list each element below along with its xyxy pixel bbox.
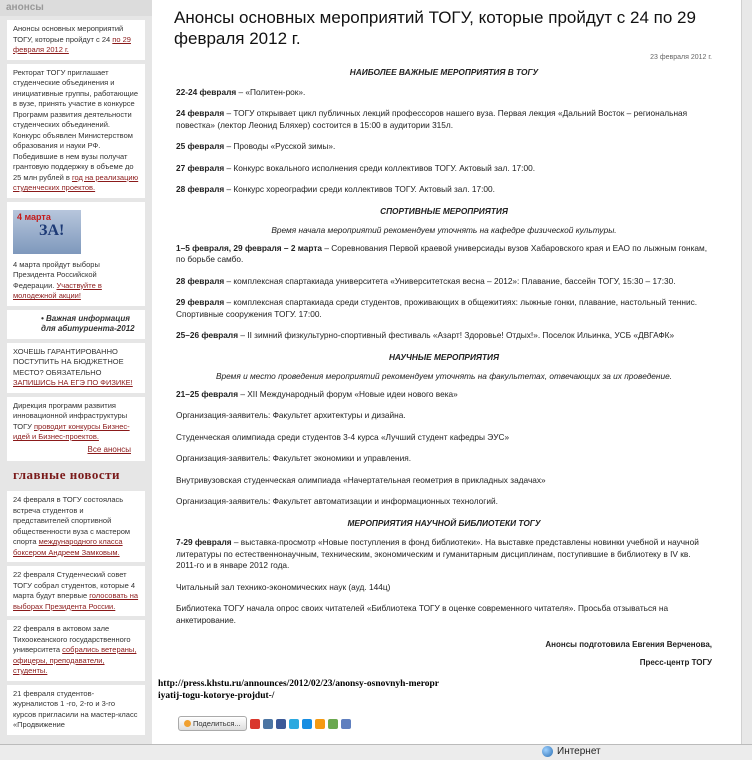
announce-link[interactable]: год на реализацию студенческих проектов.: [13, 172, 139, 192]
event-item: [176, 475, 712, 487]
announce-link[interactable]: Участвуйте в молодежной акции!: [13, 280, 102, 300]
announce-item: [7, 64, 145, 198]
announce-item: [7, 202, 145, 306]
share-icon: [184, 720, 191, 727]
event-date: 22-24 февраля: [176, 86, 237, 97]
announce-link[interactable]: по 29 февраля 2012 г.: [13, 34, 131, 54]
announce-item: [7, 20, 145, 60]
banner-date: 4 марта: [17, 211, 51, 222]
event-text: Студенческая олимпиада среди студентов 3-4 курса «Лучший студент кафедры ЭУС»: [176, 431, 510, 442]
event-item: [176, 330, 712, 342]
event-item: [176, 297, 712, 320]
event-item: [176, 184, 712, 196]
event-text: Читальный зал технико-экономических наук (ауд. 144ц): [176, 581, 391, 592]
event-date: 7-29 февраля: [176, 537, 232, 547]
event-item: [176, 87, 712, 99]
announce-text: ХОЧЕШЬ ГАРАНТИРОВАННО ПОСТУПИТЬ НА БЮДЖЕТНОЕ МЕСТО? ОБЯЗАТЕЛЬНО: [13, 346, 124, 377]
print-icon[interactable]: [341, 719, 351, 729]
event-text: Библиотека ТОГУ начала опрос своих читателей «Библиотека ТОГУ в оценке современного читателя». Просьба отзываться на анкетирование.: [176, 603, 669, 625]
event-text: – выставка-просмотр «Новые поступления в фонд библиотеки». На выставке представлены новинки учебной и научной литературы по естественнонаучным, техническим, экономическим и гуманитарным дисциплинам, поступившие в библиотеку в IV кв. 2011-го и в январе 2012 года.: [176, 537, 699, 570]
event-text: – комплексная спартакиада среди студентов, проживающих в общежитиях: лыжные гонки, плавание, настольный теннис. Спортивные сооружения ТОГУ. 17:00.: [176, 297, 698, 319]
event-item: [176, 603, 712, 626]
announce-item: [7, 343, 145, 393]
event-text: Организация-заявитель: Факультет экономики и управления.: [176, 453, 412, 463]
announce-text: 4 марта пройдут выборы Президента Российской Федерации.: [13, 259, 100, 290]
news-item: [7, 566, 145, 616]
event-item: [176, 582, 712, 594]
share-button[interactable]: Поделиться...: [178, 716, 247, 731]
security-zone: [542, 746, 601, 757]
all-announces: [13, 443, 139, 458]
news-title: главные новости: [13, 467, 120, 482]
announce-text: Ректорат ТОГУ приглашает студенческие объединения и инициативные группы, работающие в вузе, принять участие в конкурсе Программ развития деятельности студенческих объединений. Конкурс объявлен Министерством образования и науки РФ. Победившие в нем вузы получат грантовую поддержку в объеме до 25 млн рублей в: [13, 67, 138, 182]
event-date: 28 февраля: [176, 184, 225, 194]
credit-org: Пресс-центр ТОГУ: [639, 658, 712, 667]
event-item: [176, 453, 712, 465]
event-date: 27 февраля: [176, 162, 225, 173]
event-text: – ТОГУ открывает цикл публичных лекций профессоров нашего вуза. Первая лекция «Дальний Восток – региональная повестка» (лектор Леонид Бляхер) состоится в 15:00 в аудитории 315л.: [176, 108, 688, 130]
share-bar: [178, 716, 351, 731]
news-text: 21 февраля студентов-журналистов 1 -го, 2-го и 3-го курсов пригласили на мастер-класс «Продвижение: [13, 688, 138, 729]
status-bar: [0, 744, 752, 760]
event-item: [176, 537, 712, 572]
event-item: [176, 163, 712, 175]
event-date: 25–26 февраля: [176, 330, 239, 340]
event-date: 24 февраля: [176, 108, 225, 118]
event-item: [176, 389, 712, 401]
vk-icon[interactable]: [263, 719, 273, 729]
event-text: – комплексная спартакиада университета «Университетская весна – 2012»: Плавание, бассейн ТОГУ, 15:30 – 17:30.: [224, 275, 676, 286]
section-heading: НАИБОЛЕЕ ВАЖНЫЕ МЕРОПРИЯТИЯ В ТОГУ: [349, 67, 539, 77]
twitter-icon[interactable]: [289, 719, 299, 729]
announce-text: Анонсы основных мероприятий ТОГУ, которые пройдут с 24: [13, 24, 124, 44]
credit-author: Анонсы подготовила Евгения Верченова,: [545, 640, 712, 649]
page-title: Анонсы основных мероприятий ТОГУ, которые пройдут с 24 по 29 февраля 2012 г.: [174, 8, 696, 48]
event-date: 25 февраля: [176, 141, 225, 151]
event-text: Организация-заявитель: Факультет архитектуры и дизайна.: [176, 410, 406, 420]
event-item: [176, 276, 712, 288]
announce-link[interactable]: проводит конкурсы Бизнес-идей и Бизнес-проектов.: [13, 421, 130, 441]
zone-label: Интернет: [557, 746, 601, 757]
event-text: – II зимний физкультурно-спортивный фестиваль «Азарт! Здоровье! Отдых!». Поселок Ильинка, УСБ «ДВГАФК»: [238, 330, 675, 340]
event-text: – Конкурс вокального исполнения среди коллективов ТОГУ. Актовый зал. 17:00.: [224, 162, 536, 173]
banner-text: ЗА!: [39, 221, 65, 239]
event-item: [176, 141, 712, 153]
news-item: [7, 491, 145, 562]
event-date: 28 февраля: [176, 275, 225, 286]
article-panel: [152, 0, 742, 745]
event-text: Внутривузовская студенческая олимпиада «Начертательная геометрия в прикладных задачах»: [176, 474, 546, 485]
section-heading: НАУЧНЫЕ МЕРОПРИЯТИЯ: [388, 351, 500, 362]
section-note: Время начала мероприятий рекомендуем уточнять на кафедре физической культуры.: [271, 225, 617, 235]
mailru-icon[interactable]: [302, 719, 312, 729]
sidebar: [0, 0, 152, 745]
news-item: [7, 620, 145, 681]
section-heading: МЕРОПРИЯТИЯ НАУЧНОЙ БИБЛИОТЕКИ ТОГУ: [347, 517, 541, 528]
event-text: – Конкурс хореографии среди коллективов ТОГУ. Актовый зал. 17:00.: [224, 184, 495, 194]
announce-item: [7, 397, 145, 462]
article-date: 23 февраля 2012 г.: [650, 54, 712, 61]
news-link[interactable]: собрались ветераны, офицеры, преподаватели, студенты.: [13, 645, 137, 675]
event-item: [176, 496, 712, 508]
bookmark-icon[interactable]: [328, 719, 338, 729]
news-link[interactable]: голосовать на выборах Президента России.: [13, 591, 139, 611]
event-date: 1–5 февраля, 29 февраля – 2 марта: [176, 242, 323, 253]
globe-icon: [542, 746, 553, 757]
event-item: [176, 243, 712, 266]
announce-item: [7, 310, 145, 339]
event-text: – XII Международный форум «Новые идеи нового века»: [238, 388, 458, 399]
article-credits: [152, 636, 742, 672]
scrollbar[interactable]: [741, 0, 752, 745]
elections-banner[interactable]: [13, 210, 81, 254]
section-heading: СПОРТИВНЫЕ МЕРОПРИЯТИЯ: [380, 205, 508, 216]
news-item: [7, 685, 145, 735]
news-text: 24 февраля в ТОГУ состоялась встреча студентов и представителей спортивной общественности вуза с мастером спорта: [13, 495, 131, 546]
facebook-icon[interactable]: [276, 719, 286, 729]
event-item: [176, 410, 712, 422]
event-item: [176, 108, 712, 131]
news-link[interactable]: международного класса боксером Андреем Замковым.: [13, 537, 123, 557]
event-text: – Проводы «Русской зимы».: [224, 141, 336, 151]
event-text: – Соревнования Первой краевой универсиады вузов Хабаровского края и ЕАО по лыжным гонкам, по борьбе самбо.: [176, 242, 708, 264]
section-note: Время и место проведения мероприятий рекомендуем уточнять на факультетах, отвечающих за их проведение.: [215, 371, 673, 381]
yandex-icon[interactable]: [250, 719, 260, 729]
article-body: [152, 67, 742, 626]
event-text: Организация-заявитель: Факультет автоматизации и информационных технологий.: [176, 496, 498, 506]
all-announces-link[interactable]: Все анонсы: [87, 444, 131, 454]
sidebar-header: анонсы: [0, 0, 152, 16]
event-date: 29 февраля: [176, 297, 225, 307]
bullet-heading: • Важная информация для абитуриента-2012: [41, 313, 135, 333]
news-text: 22 февраля в актовом зале Тихоокеанского государственного университета: [13, 624, 131, 654]
news-text: 22 февраля Студенческий совет ТОГУ собрал студентов, которые 4 марта будут впервые: [13, 570, 136, 600]
announce-text: Дирекция программ развития инновационной инфраструктуры ТОГУ: [13, 400, 128, 431]
page-url: http://press.khstu.ru/announces/2012/02/23/anonsy-osnovnyh-meropr iyatij-togu-kotorye-projdut-/: [158, 679, 440, 701]
odnoklassniki-icon[interactable]: [315, 719, 325, 729]
announce-link[interactable]: ЗАПИШИСЬ НА ЕГЭ ПО ФИЗИКЕ!: [13, 378, 133, 387]
event-item: [176, 432, 712, 444]
event-date: 21–25 февраля: [176, 388, 239, 399]
event-text: – «Политен-рок».: [236, 86, 306, 97]
